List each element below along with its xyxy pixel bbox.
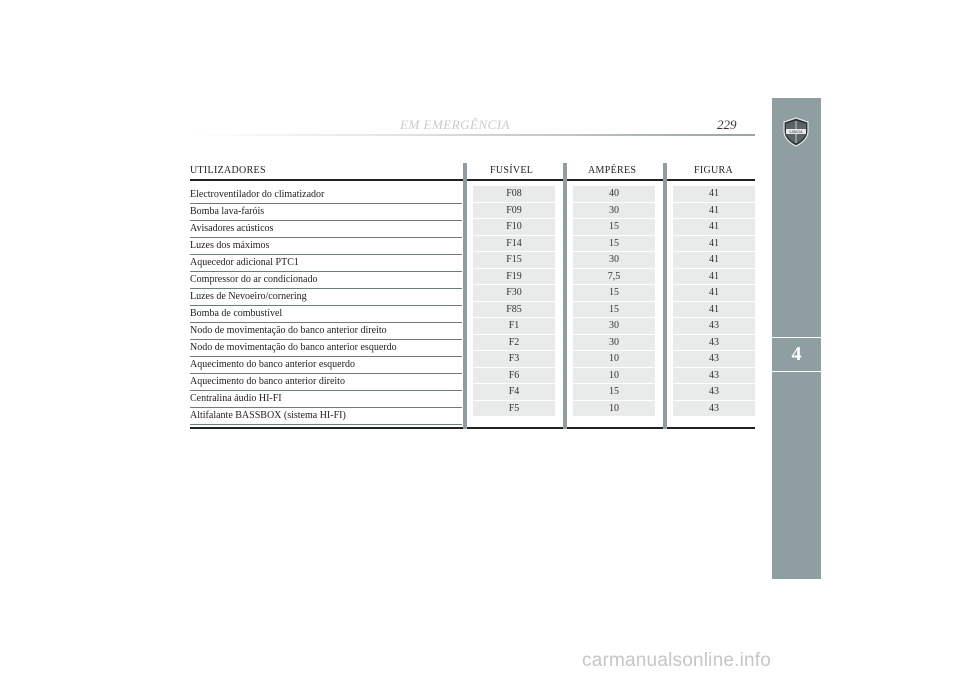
- users-column: [190, 187, 462, 425]
- table-cell-fuse: F5: [473, 401, 555, 418]
- table-cell-amps: 7,5: [573, 269, 655, 286]
- table-row-user: Bomba lava-faróis: [190, 204, 462, 221]
- figure-column: [673, 186, 755, 417]
- table-cell-amps: 30: [573, 203, 655, 220]
- table-cell-figure: 41: [673, 186, 755, 203]
- table-cell-figure: 43: [673, 401, 755, 418]
- table-cell-fuse: F10: [473, 219, 555, 236]
- table-cell-fuse: F4: [473, 384, 555, 401]
- page-number: 229: [717, 117, 737, 132]
- col-header-fuse: FUSÍVEL: [490, 165, 534, 176]
- table-row-user: Aquecimento do banco anterior direito: [190, 374, 462, 391]
- table-cell-fuse: F1: [473, 318, 555, 335]
- table-cell-amps: 15: [573, 302, 655, 319]
- table-row-user: Luzes dos máximos: [190, 238, 462, 255]
- table-cell-figure: 43: [673, 384, 755, 401]
- header-rule: [190, 134, 755, 136]
- table-cell-fuse: F30: [473, 285, 555, 302]
- table-cell-fuse: F14: [473, 236, 555, 253]
- column-separator: [663, 163, 667, 429]
- table-cell-amps: 15: [573, 236, 655, 253]
- table-cell-figure: 41: [673, 269, 755, 286]
- table-cell-amps: 30: [573, 335, 655, 352]
- table-cell-fuse: F15: [473, 252, 555, 269]
- amps-column: [573, 186, 655, 417]
- table-cell-amps: 10: [573, 401, 655, 418]
- table-cell-figure: 41: [673, 236, 755, 253]
- table-cell-amps: 10: [573, 351, 655, 368]
- table-cell-figure: 41: [673, 252, 755, 269]
- table-row-user: Aquecimento do banco anterior esquerdo: [190, 357, 462, 374]
- lancia-logo-icon: [781, 117, 811, 147]
- table-cell-figure: 41: [673, 219, 755, 236]
- table-row-user: Electroventilador do climatizador: [190, 187, 462, 204]
- table-cell-fuse: F6: [473, 368, 555, 385]
- table-cell-fuse: F08: [473, 186, 555, 203]
- table-cell-amps: 30: [573, 318, 655, 335]
- table-row-user: Luzes de Nevoeiro/cornering: [190, 289, 462, 306]
- table-row-user: Centralina áudio HI-FI: [190, 391, 462, 408]
- table-row-user: Avisadores acústicos: [190, 221, 462, 238]
- table-cell-figure: 43: [673, 335, 755, 352]
- table-cell-amps: 15: [573, 384, 655, 401]
- svg-text:LANCIA: LANCIA: [789, 130, 803, 135]
- chapter-number: 4: [772, 337, 821, 372]
- table-cell-fuse: F2: [473, 335, 555, 352]
- col-header-users: UTILIZADORES: [190, 165, 266, 176]
- table-cell-figure: 41: [673, 302, 755, 319]
- table-row-user: Aquecedor adicional PTC1: [190, 255, 462, 272]
- fuse-column: [473, 186, 555, 417]
- section-title: EM EMERGÊNCIA: [400, 117, 511, 132]
- table-cell-fuse: F3: [473, 351, 555, 368]
- table-cell-figure: 43: [673, 318, 755, 335]
- column-separator: [463, 163, 467, 429]
- table-top-rule: [190, 179, 755, 181]
- table-cell-amps: 15: [573, 285, 655, 302]
- table-cell-fuse: F85: [473, 302, 555, 319]
- table-cell-figure: 43: [673, 351, 755, 368]
- table-cell-fuse: F09: [473, 203, 555, 220]
- table-row-user: Bomba de combustível: [190, 306, 462, 323]
- table-bottom-rule: [190, 427, 755, 429]
- table-row-user: Nodo de movimentação do banco anterior esquerdo: [190, 340, 462, 357]
- table-cell-amps: 30: [573, 252, 655, 269]
- table-row-user: Compressor do ar condicionado: [190, 272, 462, 289]
- table-cell-figure: 43: [673, 368, 755, 385]
- table-cell-fuse: F19: [473, 269, 555, 286]
- table-cell-amps: 15: [573, 219, 655, 236]
- table-cell-figure: 41: [673, 203, 755, 220]
- table-cell-amps: 10: [573, 368, 655, 385]
- column-separator: [563, 163, 567, 429]
- table-row-user: Nodo de movimentação do banco anterior direito: [190, 323, 462, 340]
- watermark-text: carmanualsonline.info: [582, 650, 772, 671]
- table-cell-figure: 41: [673, 285, 755, 302]
- col-header-figure: FIGURA: [694, 165, 734, 176]
- table-cell-amps: 40: [573, 186, 655, 203]
- table-row-user: Altifalante BASSBOX (sistema HI-FI): [190, 408, 462, 425]
- col-header-amps: AMPÉRES: [588, 165, 637, 176]
